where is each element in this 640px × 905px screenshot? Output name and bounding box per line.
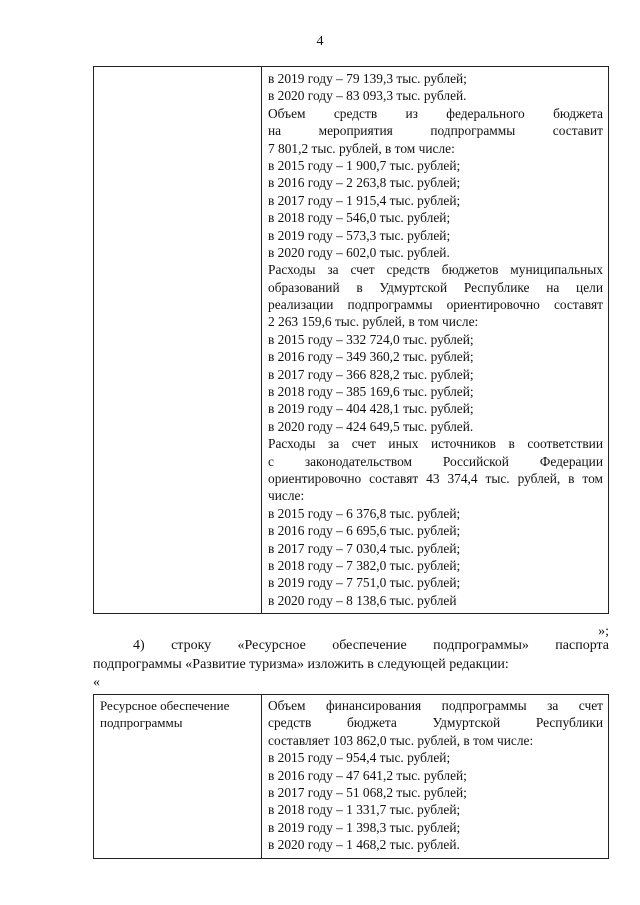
text-line: Расходы за счет средств бюджетов муниципальных: [268, 262, 603, 278]
table2-right-cell: [262, 695, 609, 859]
text-line: 7 801,2 тыс. рублей, в том числе:: [268, 140, 455, 156]
text-line: в 2017 году – 51 068,2 тыс. рублей;: [268, 784, 467, 800]
text-line: в 2015 году – 1 900,7 тыс. рублей;: [268, 157, 461, 173]
text-line: в 2019 году – 404 428,1 тыс. рублей;: [268, 401, 474, 417]
text-line: 2 263 159,6 тыс. рублей, в том числе:: [268, 314, 479, 330]
text-line: в 2020 году – 83 093,3 тыс. рублей.: [268, 88, 467, 104]
text-line: в 2019 году – 1 398,3 тыс. рублей;: [268, 819, 461, 835]
text-line: в 2019 году – 7 751,0 тыс. рублей;: [268, 575, 461, 591]
paragraph-text-1: строку «Ресурсное обеспечение подпрограммы» паспорта: [171, 638, 610, 653]
text-line: в 2017 году – 1 915,4 тыс. рублей;: [268, 192, 461, 208]
table-row: [94, 695, 609, 859]
text-line: в 2018 году – 546,0 тыс. рублей;: [268, 210, 451, 226]
text-line: в 2016 году – 349 360,2 тыс. рублей;: [268, 349, 474, 365]
text-line: в 2017 году – 366 828,2 тыс. рублей;: [268, 366, 474, 382]
text-line: на мероприятия подпрограммы составит: [268, 123, 603, 139]
table1-lines: [268, 70, 603, 609]
row-label-line: подпрограммы: [100, 715, 183, 731]
text-line: реализации подпрограммы ориентировочно составят: [268, 297, 603, 313]
text-line: в 2016 году – 6 695,6 тыс. рублей;: [268, 523, 461, 539]
text-line: в 2020 году – 1 468,2 тыс. рублей.: [268, 837, 460, 853]
text-line: в 2020 году – 424 649,5 тыс. рублей.: [268, 418, 474, 434]
text-line: в 2020 году – 8 138,6 тыс. рублей: [268, 592, 457, 608]
text-line: в 2016 году – 47 641,2 тыс. рублей;: [268, 767, 467, 783]
table-row: [94, 67, 609, 614]
resource-table-tourism: [93, 694, 609, 859]
text-line: Расходы за счет иных источников в соответствии: [268, 436, 603, 452]
table1-left-cell: [94, 67, 262, 614]
amendment-paragraph-line2: подпрограммы «Развитие туризма» изложить в следующей редакции:: [93, 657, 509, 672]
text-line: числе:: [268, 488, 305, 504]
text-line: в 2020 году – 602,0 тыс. рублей.: [268, 244, 450, 260]
text-line: в 2019 году – 573,3 тыс. рублей;: [268, 227, 451, 243]
text-line: средств бюджета Удмуртской Республики: [268, 715, 603, 731]
text-line: в 2015 году – 954,4 тыс. рублей;: [268, 750, 451, 766]
text-line: составляет 103 862,0 тыс. рублей, в том числе:: [268, 732, 534, 748]
text-line: образований в Удмуртской Республике на цели: [268, 279, 603, 295]
text-line: в 2015 году – 332 724,0 тыс. рублей;: [268, 331, 474, 347]
text-line: в 2017 году – 7 030,4 тыс. рублей;: [268, 540, 461, 556]
text-line: в 2018 году – 385 169,6 тыс. рублей;: [268, 384, 474, 400]
text-line: Объем финансирования подпрограммы за счет: [268, 698, 603, 713]
text-line: в 2019 году – 79 139,3 тыс. рублей;: [268, 71, 467, 86]
text-line: ориентировочно составят 43 374,4 тыс. рублей, в том: [268, 470, 603, 486]
opening-quote-mark: «: [93, 675, 100, 690]
text-line: с законодательством Российской Федерации: [268, 453, 603, 469]
table1-right-cell: [262, 67, 609, 614]
closing-quote-mark: »;: [598, 624, 609, 639]
text-line: в 2015 году – 6 376,8 тыс. рублей;: [268, 505, 461, 521]
table2-left-cell: [94, 695, 262, 859]
text-line: Объем средств из федерального бюджета: [268, 105, 603, 121]
text-line: в 2016 году – 2 263,8 тыс. рублей;: [268, 175, 461, 191]
item-number: 4): [133, 638, 145, 653]
page-number: 4: [316, 34, 324, 49]
amendment-paragraph-line1: [93, 636, 609, 655]
text-line: в 2018 году – 7 382,0 тыс. рублей;: [268, 557, 461, 573]
row-label-line: Ресурсное обеспечение: [100, 698, 230, 713]
table2-lines: [268, 697, 603, 854]
text-line: в 2018 году – 1 331,7 тыс. рублей;: [268, 802, 461, 818]
resource-table-continued: [93, 66, 609, 614]
